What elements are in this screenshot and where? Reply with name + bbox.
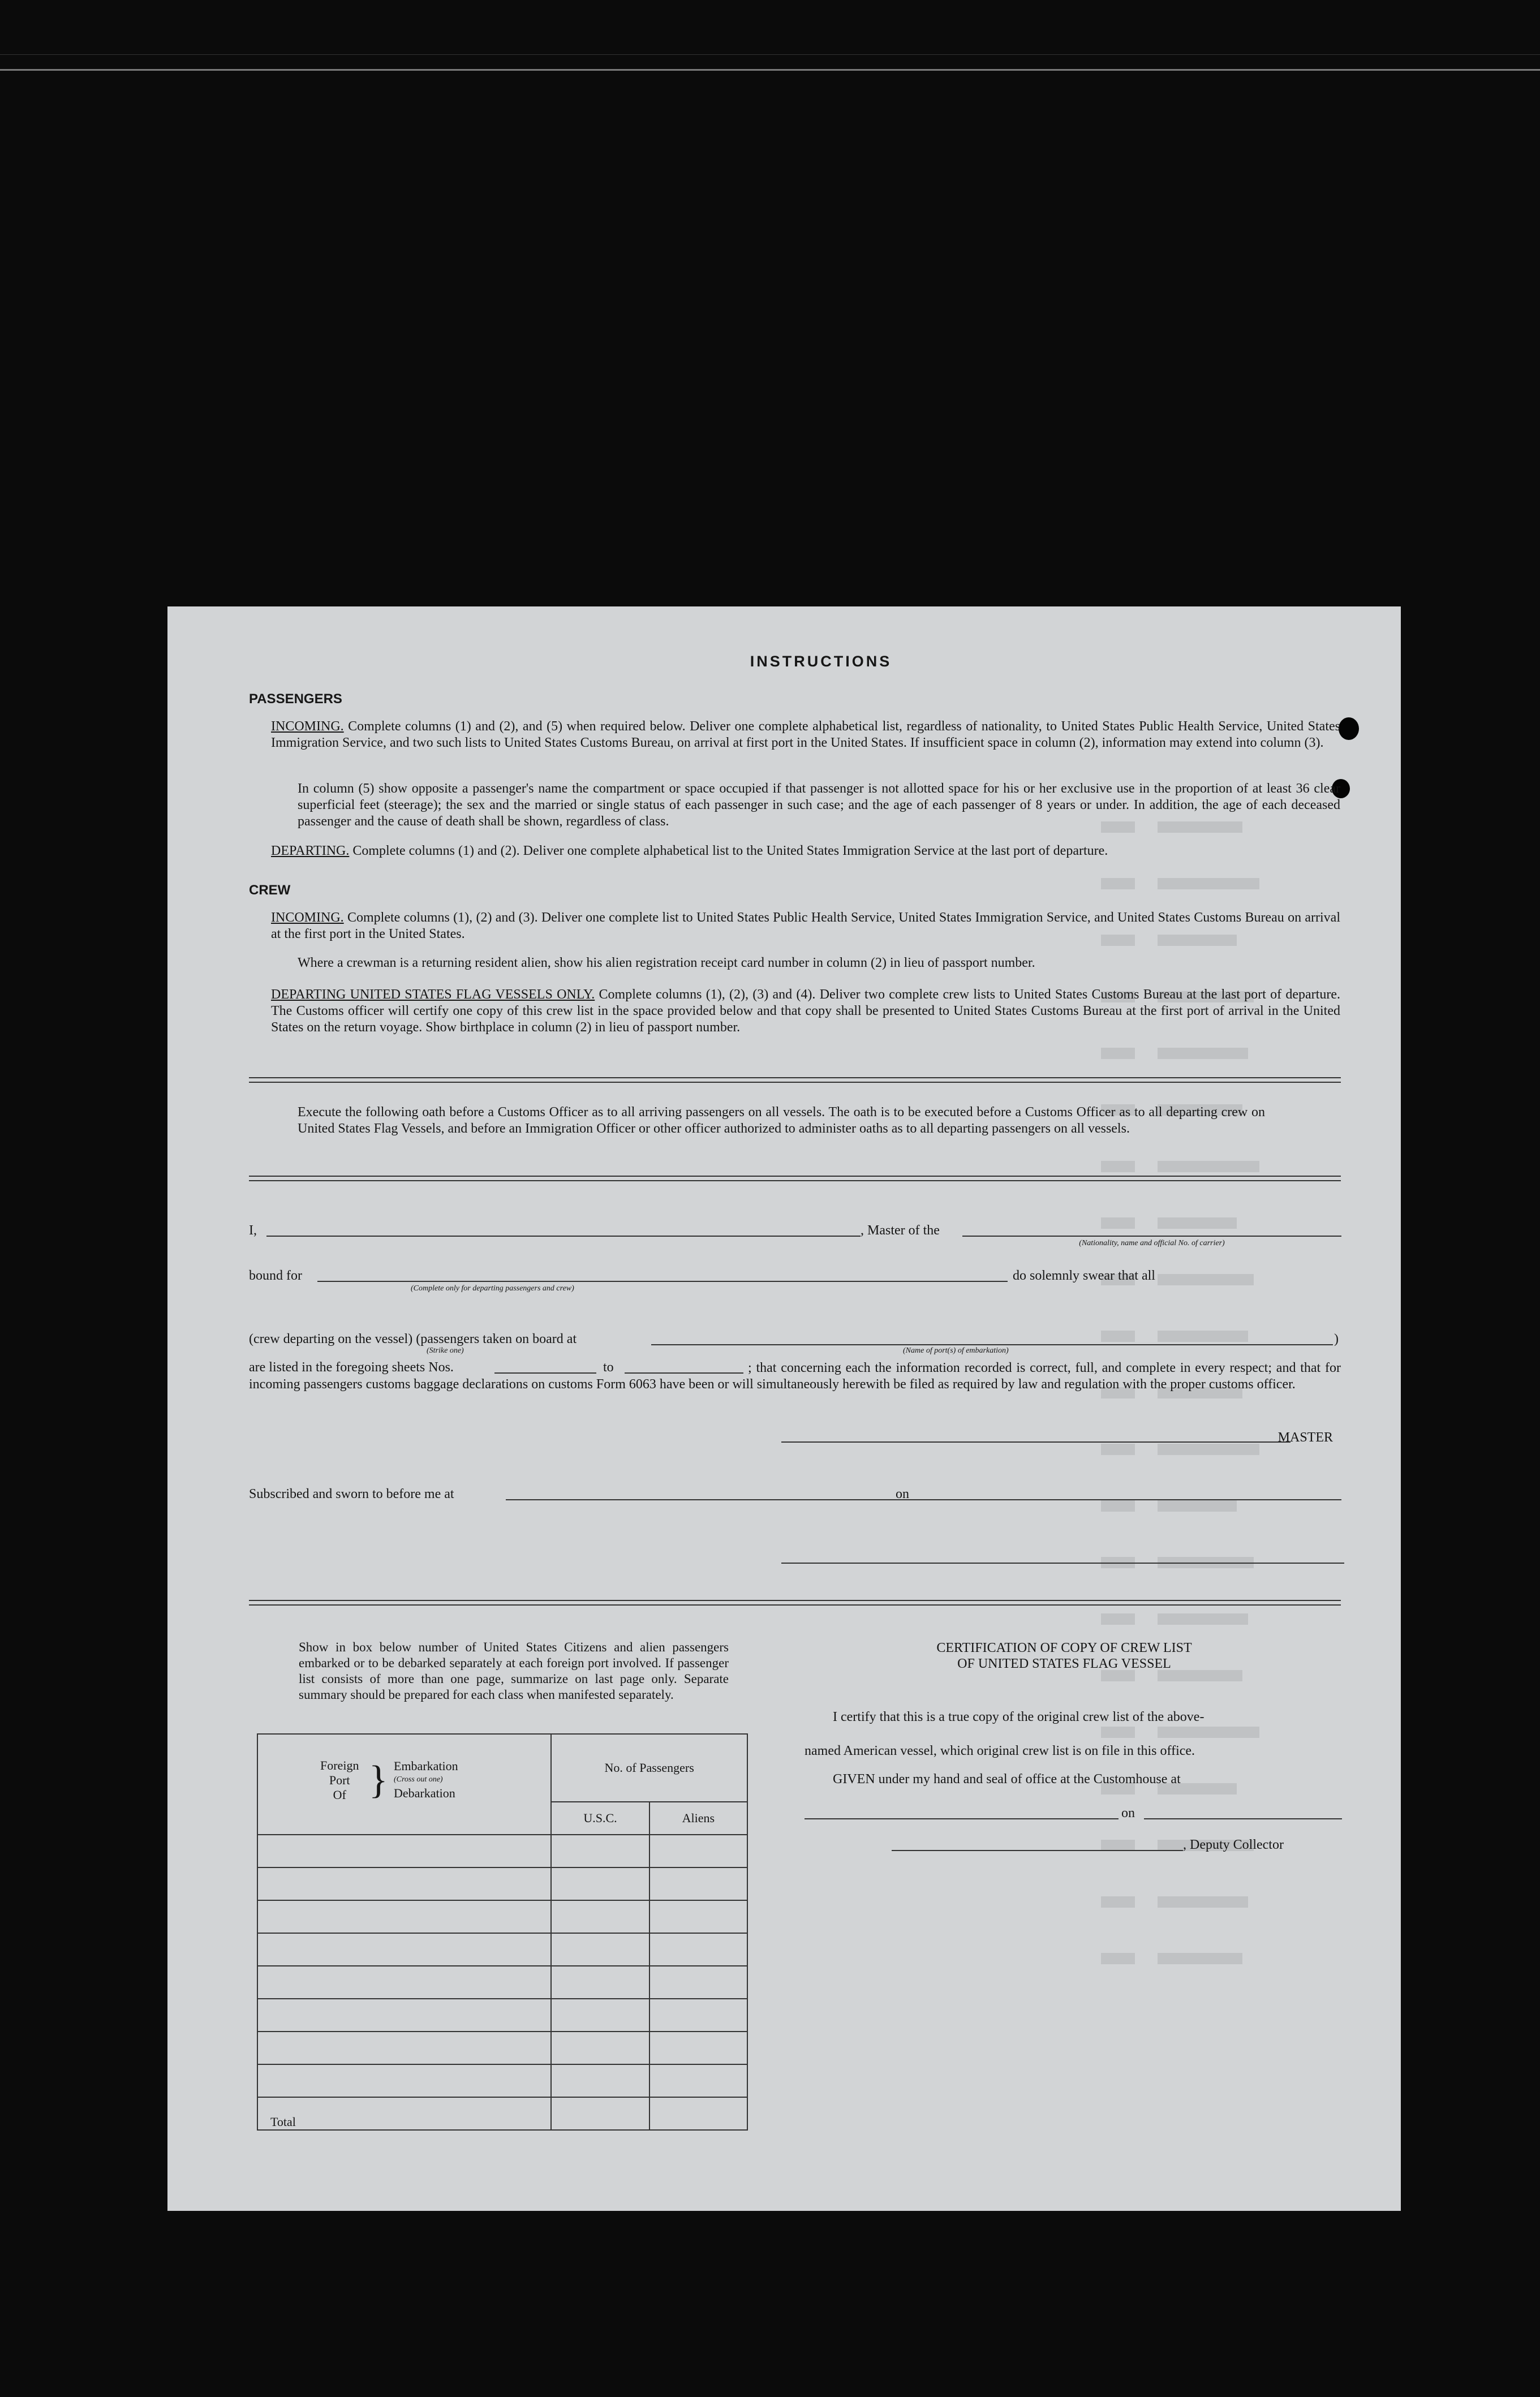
port-cell[interactable]	[257, 2032, 551, 2064]
table-row	[257, 1867, 747, 1900]
usc-cell[interactable]	[551, 1900, 649, 1933]
customhouse-field[interactable]	[805, 1818, 1119, 1819]
crew-incoming-text: Complete columns (1), (2) and (3). Deliver one complete list to United States Public Health Service, United States Immigration Service, and United States Customs Bureau on arrival at the first port in the United States.	[271, 910, 1341, 941]
officer-signature-field[interactable]	[781, 1563, 1344, 1564]
section-divider	[249, 1600, 1341, 1606]
certification-text-1: I certify that this is a true copy of the original crew list of the above-	[833, 1710, 1205, 1724]
ports-note: (Name of port(s) of embarkation)	[903, 1346, 1009, 1355]
aliens-cell[interactable]	[649, 1933, 747, 1966]
aliens-cell[interactable]	[649, 2064, 747, 2097]
aliens-cell[interactable]	[649, 1966, 747, 1999]
section-divider	[249, 1077, 1341, 1083]
certification-title-1: CERTIFICATION OF COPY OF CREW LIST	[936, 1641, 1192, 1655]
incoming-text: Complete columns (1) and (2), and (5) when required below. Deliver one complete alphabetical list, regardless of nationality, to United States Public Health Service, United States Immigration Service, and two such lists to United States Customs Bureau, on arrival at first port in the United States. If insufficient space in column (2), information may extend into column (3).	[271, 719, 1340, 750]
certification-on-label: on	[1121, 1806, 1135, 1821]
passenger-summary-table	[257, 1733, 748, 2131]
port-cell[interactable]	[257, 1867, 551, 1900]
port-cell[interactable]	[257, 1999, 551, 2032]
foreign-label: Foreign	[320, 1758, 359, 1772]
passengers-heading: PASSENGERS	[249, 691, 342, 707]
debarkation-label: Debarkation	[394, 1786, 455, 1800]
total-label: Total	[257, 2097, 551, 2130]
passengers-incoming-paragraph	[271, 718, 1340, 751]
aliens-cell[interactable]	[649, 1867, 747, 1900]
passengers-departing-paragraph	[271, 843, 1340, 859]
table-row	[257, 1900, 747, 1933]
incoming-label: INCOMING.	[271, 719, 344, 734]
embark-debark-label	[394, 1759, 458, 1800]
usc-header: U.S.C.	[551, 1802, 649, 1835]
usc-cell[interactable]	[551, 2032, 649, 2064]
usc-cell[interactable]	[551, 1966, 649, 1999]
port-header-cell	[257, 1734, 551, 1835]
certification-title-2: OF UNITED STATES FLAG VESSEL	[957, 1656, 1171, 1671]
document-page	[167, 606, 1401, 2211]
aliens-cell[interactable]	[649, 2032, 747, 2064]
port-cell[interactable]	[257, 1835, 551, 1867]
swear-label: do solemnly swear that all	[1013, 1268, 1155, 1283]
port-cell[interactable]	[257, 1933, 551, 1966]
carrier-field[interactable]	[962, 1236, 1341, 1237]
table-row	[257, 1835, 747, 1867]
oath-concerning-text: ; that concerning each the information recorded is correct, full, and complete in every respect; and that for incoming passengers customs baggage declarations on customs Form 6063 have been or will simultaneously herewith be filed as required by law and regulation with the proper customs officer.	[249, 1361, 1341, 1392]
departing-text: Complete columns (1) and (2). Deliver one complete alphabetical list to the United States Immigration Service at the last port of departure.	[352, 844, 1108, 858]
no-passengers-header: No. of Passengers	[551, 1734, 747, 1802]
table-row	[257, 1966, 747, 1999]
crew-incoming-paragraph	[271, 910, 1340, 943]
usc-cell[interactable]	[551, 2064, 649, 2097]
oath-intro-paragraph: Execute the following oath before a Customs Officer as to all arriving passengers on all vessels. The oath is to be executed before a Customs Officer as to all departing crew on United States Flag Vessels, and before an Immigration Officer or other officer authorized to administer oaths as to all departing passengers on all vessels.	[298, 1105, 1265, 1136]
port-cell[interactable]	[257, 2064, 551, 2097]
bound-for-field[interactable]	[317, 1281, 1008, 1282]
port-cell[interactable]	[257, 1900, 551, 1933]
certification-given: GIVEN under my hand and seal of office at the Customhouse at	[833, 1772, 1181, 1787]
crew-departing-label: (crew departing on the vessel) (passengers taken on board at	[249, 1332, 577, 1346]
sheets-to-label: to	[603, 1360, 614, 1375]
brace-glyph: }	[369, 1758, 388, 1802]
subscribed-label: Subscribed and sworn to before me at	[249, 1487, 454, 1501]
crew-heading: CREW	[249, 883, 291, 898]
scan-border-line	[0, 69, 1540, 71]
crew-resident-paragraph: Where a crewman is a returning resident alien, show his alien registration receipt card number in column (2) in lieu of passport number.	[298, 956, 1035, 970]
aliens-header: Aliens	[649, 1802, 747, 1835]
column-five-paragraph: In column (5) show opposite a passenger's name the compartment or space occupied if that passenger is not allotted space for his or her exclusive use in the proportion of at least 36 clear superficial feet (steerage); the sex and the married or single status of each passenger in such case; and the age of each passenger of 8 years or under. In addition, the age of each deceased passenger and the cause of death shall be shown, regardless of class.	[298, 781, 1340, 829]
deputy-signature-field[interactable]	[892, 1850, 1183, 1851]
usc-total-cell[interactable]	[551, 2097, 649, 2130]
total-row	[257, 2097, 747, 2130]
section-divider	[249, 1176, 1341, 1181]
aliens-cell[interactable]	[649, 1835, 747, 1867]
usc-cell[interactable]	[551, 1999, 649, 2032]
embarkation-label: Embarkation	[394, 1759, 458, 1773]
deputy-collector-label: , Deputy Collector	[1183, 1837, 1284, 1852]
scan-border-line	[0, 54, 1540, 55]
foreign-port-label	[320, 1758, 359, 1802]
nationality-note: (Nationality, name and official No. of carrier)	[1079, 1239, 1225, 1247]
departing-label: DEPARTING.	[271, 844, 350, 858]
strike-one-note: (Strike one)	[427, 1346, 464, 1355]
table-row	[257, 2064, 747, 2097]
oath-i-label: I,	[249, 1223, 257, 1238]
summary-intro-paragraph: Show in box below number of United States Citizens and alien passengers embarked or to be debarked separately at each foreign port involved. If passenger list consists of more than one page, summarize on last page only. Separate summary should be prepared for each class when manifested separately.	[299, 1640, 729, 1702]
aliens-total-cell[interactable]	[649, 2097, 747, 2130]
table-row	[257, 1933, 747, 1966]
bound-for-label: bound for	[249, 1268, 302, 1283]
embarkation-port-field[interactable]	[651, 1344, 1333, 1345]
master-of-label: , Master of the	[861, 1223, 940, 1238]
aliens-cell[interactable]	[649, 1999, 747, 2032]
certification-text-2: named American vessel, which original crew list is on file in this office.	[805, 1744, 1195, 1758]
master-label: MASTER	[1277, 1430, 1333, 1445]
usc-cell[interactable]	[551, 1867, 649, 1900]
usc-cell[interactable]	[551, 1835, 649, 1867]
port-label: Port	[329, 1773, 350, 1787]
certification-date-field[interactable]	[1144, 1818, 1342, 1819]
instructions-title: INSTRUCTIONS	[750, 653, 892, 670]
close-paren: )	[1334, 1332, 1339, 1346]
sheets-label: are listed in the foregoing sheets Nos.	[249, 1360, 454, 1375]
crew-incoming-label: INCOMING.	[271, 910, 344, 925]
of-label: Of	[333, 1788, 346, 1802]
crew-departing-text: Complete columns (1), (2), (3) and (4). Deliver two complete crew lists to United States Customs Bureau at the last port of departure. The Customs officer will certify one copy of this crew list in the space provided below and that copy shall be presented to United States Customs Bureau at the first port of arrival in the United States on the return voyage. Show birthplace in column (2) in lieu of passport number.	[271, 987, 1340, 1035]
master-signature-field[interactable]	[781, 1441, 1290, 1443]
table-row	[257, 2032, 747, 2064]
departing-note: (Complete only for departing passengers and crew)	[411, 1284, 574, 1293]
aliens-cell[interactable]	[649, 1900, 747, 1933]
sworn-date-field[interactable]	[920, 1499, 1341, 1500]
cross-out-note: (Cross out one)	[394, 1775, 443, 1784]
crew-departing-paragraph	[271, 987, 1340, 1036]
usc-cell[interactable]	[551, 1933, 649, 1966]
master-name-field[interactable]	[266, 1236, 861, 1237]
sworn-on-label: on	[896, 1487, 909, 1501]
table-row	[257, 1999, 747, 2032]
port-cell[interactable]	[257, 1966, 551, 1999]
punch-hole	[1339, 717, 1359, 740]
crew-departing-label: DEPARTING UNITED STATES FLAG VESSELS ONLY.	[271, 987, 595, 1002]
